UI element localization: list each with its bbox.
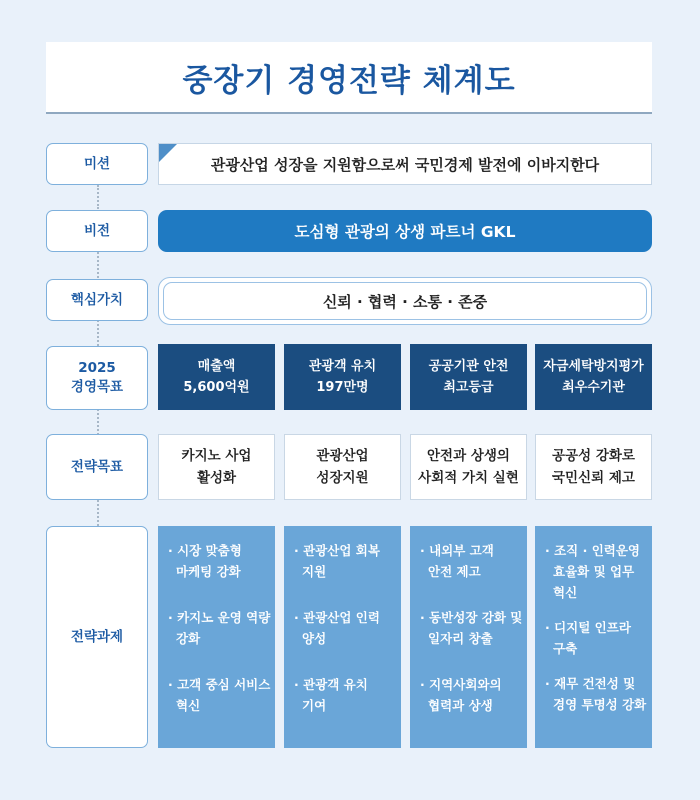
- task-item: [545, 673, 646, 715]
- label-goals-line1: 2025: [78, 360, 116, 376]
- task-line: 혁신: [176, 698, 201, 713]
- label-core-values: [46, 279, 148, 321]
- vision-box: [158, 210, 652, 252]
- vision-text: 도심형 관광의 상생 파트너 GKL: [294, 223, 516, 241]
- task-line: 일자리 창출: [428, 631, 493, 646]
- goal-line2: 5,600억원: [183, 380, 250, 395]
- task-line: · 고객 중심 서비스: [168, 677, 271, 692]
- task-line: 구축: [553, 641, 578, 656]
- mission-text: 관광산업 성장을 지원함으로써 국민경제 발전에 이바지한다: [210, 155, 600, 174]
- task-item: [294, 674, 395, 716]
- task-column: [410, 526, 527, 748]
- strategic-goal-line2: 사회적 가치 실현: [418, 470, 519, 486]
- task-item: [168, 674, 269, 716]
- strategic-goal-line2: 성장지원: [316, 470, 369, 486]
- task-line: 혁신: [553, 585, 578, 600]
- mission-box: [158, 143, 652, 185]
- page-title: 중장기 경영전략 체계도: [182, 62, 516, 99]
- strategic-goal-line1: 공공성 강화로: [552, 448, 635, 464]
- label-core-values-text: 핵심가치: [70, 291, 124, 308]
- task-line: · 동반성장 강화 및: [420, 610, 523, 625]
- task-item: [545, 617, 646, 659]
- goal-line2: 최우수기관: [562, 380, 625, 395]
- core-values-inner: [163, 282, 647, 320]
- label-vision-text: 비전: [83, 222, 111, 239]
- connector-dots: [97, 320, 99, 346]
- task-item: [294, 540, 395, 582]
- title-banner: [46, 42, 652, 114]
- task-item: [420, 674, 521, 716]
- task-line: · 재무 건전성 및: [545, 676, 636, 691]
- label-mission-text: 미션: [83, 155, 111, 172]
- task-line: 양성: [302, 631, 327, 646]
- label-goals: [46, 346, 148, 410]
- core-values-text: 신뢰 · 협력 · 소통 · 존중: [322, 292, 488, 311]
- task-line: 경영 투명성 강화: [553, 697, 647, 712]
- strategic-goal-box: [410, 434, 527, 500]
- task-line: 지원: [302, 564, 327, 579]
- task-line: · 관광객 유치: [294, 677, 368, 692]
- task-column: [535, 526, 652, 748]
- task-line: · 관광산업 인력: [294, 610, 380, 625]
- label-mission: [46, 143, 148, 185]
- label-goals-line2: 경영목표: [70, 379, 124, 395]
- task-line: 마케팅 강화: [176, 564, 241, 579]
- strategic-goal-line2: 활성화: [196, 470, 237, 486]
- strategic-goal-box: [158, 434, 275, 500]
- task-item: [294, 607, 395, 649]
- task-line: · 지역사회와의: [420, 677, 502, 692]
- task-item: [168, 540, 269, 582]
- strategic-goal-line1: 안전과 상생의: [427, 448, 510, 464]
- goal-box: [284, 344, 401, 410]
- goal-box: [535, 344, 652, 410]
- task-line: 기여: [302, 698, 327, 713]
- label-strategic-tasks: [46, 526, 148, 748]
- strategic-goal-line2: 국민신뢰 제고: [552, 470, 635, 486]
- strategic-goal-line1: 카지노 사업: [181, 448, 252, 464]
- connector-dots: [97, 409, 99, 435]
- label-strategic-goals-text: 전략목표: [70, 458, 124, 475]
- label-vision: [46, 210, 148, 252]
- strategic-goal-box: [284, 434, 401, 500]
- task-line: 효율화 및 업무: [553, 564, 635, 579]
- core-values-box: [158, 277, 652, 325]
- task-line: 강화: [176, 631, 201, 646]
- task-item: [168, 607, 269, 649]
- strategic-goal-box: [535, 434, 652, 500]
- connector-dots: [97, 252, 99, 278]
- strategic-goal-line1: 관광산업: [316, 448, 369, 464]
- connector-dots: [97, 500, 99, 526]
- task-item: [420, 540, 521, 582]
- goal-line1: 공공기관 안전: [428, 359, 509, 374]
- task-line: · 디지털 인프라: [545, 620, 631, 635]
- label-strategic-tasks-text: 전략과제: [70, 628, 124, 645]
- goal-line2: 197만명: [316, 380, 369, 395]
- task-column: [158, 526, 275, 748]
- task-column: [284, 526, 401, 748]
- label-strategic-goals: [46, 434, 148, 500]
- goal-line2: 최고등급: [443, 380, 494, 395]
- connector-dots: [97, 185, 99, 209]
- goal-line1: 관광객 유치: [308, 359, 377, 374]
- task-item: [420, 607, 521, 649]
- task-line: · 조직 · 인력운영: [545, 543, 641, 558]
- task-line: 협력과 상생: [428, 698, 493, 713]
- goal-line1: 매출액: [197, 359, 236, 374]
- goal-line1: 자금세탁방지평가: [543, 359, 644, 374]
- task-line: · 카지노 운영 역량: [168, 610, 271, 625]
- task-line: 안전 제고: [428, 564, 481, 579]
- goal-box: [410, 344, 527, 410]
- task-line: · 내외부 고객: [420, 543, 494, 558]
- corner-triangle-icon: [159, 144, 177, 162]
- task-item: [545, 540, 646, 603]
- goal-box: [158, 344, 275, 410]
- task-line: · 시장 맞춤형: [168, 543, 242, 558]
- task-line: · 관광산업 회복: [294, 543, 380, 558]
